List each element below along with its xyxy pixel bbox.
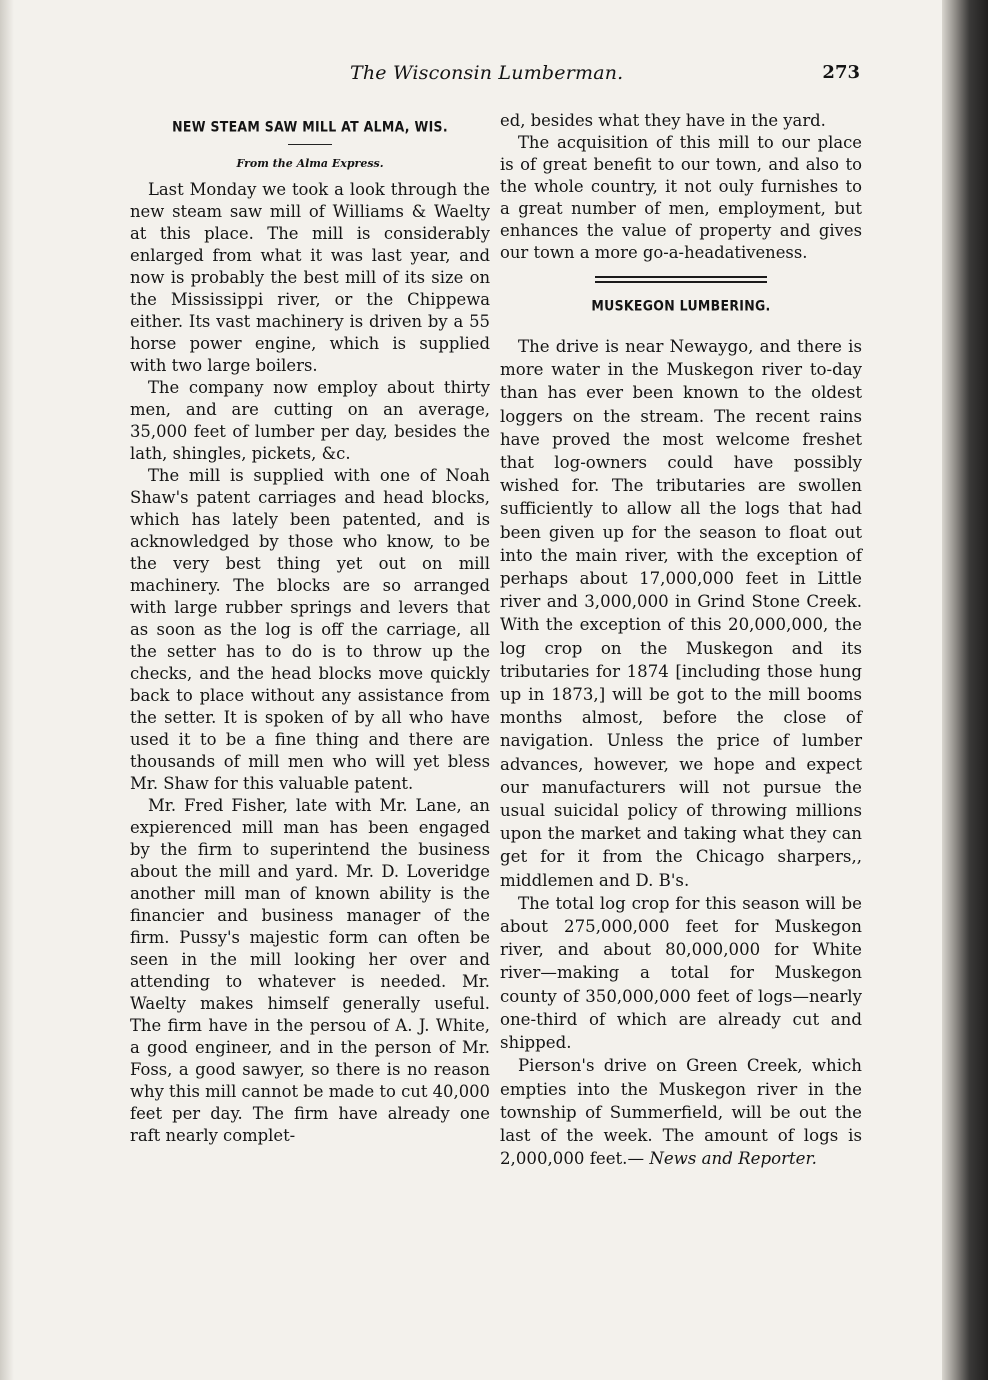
article-separator bbox=[595, 276, 767, 283]
left-column bbox=[130, 110, 490, 1147]
article1-paragraph-4: Mr. Fred Fisher, late with Mr. Lane, an expierenced mill man has been engaged by the firm to superintend the business about the mill and yard. Mr. D. Loveridge another mill man of known ability is the financier and business manager of the firm. Pussy's majestic form can often be seen in the mill looking her over and attending to whatever is needed. Mr. Waelty makes himself generally useful. The firm have in the persou of A. J. White, a good engineer, and in the person of Mr. Foss, a good sawyer, so there is no reason why this mill cannot be made to cut 40,000 feet per day. The firm have already one raft nearly complet- bbox=[130, 796, 490, 1145]
article1-source: From the Alma Express. bbox=[236, 157, 384, 170]
article2-body bbox=[500, 335, 862, 1170]
article1-headline: NEW STEAM SAW MILL AT ALMA, WIS. bbox=[172, 117, 448, 136]
article1-continuation-1: ed, besides what they have in the yard. bbox=[500, 111, 826, 130]
page-header bbox=[130, 62, 860, 92]
article1-paragraph-3: The mill is supplied with one of Noah Shaw's patent carriages and head blocks, which has lately been patented, and is acknowledged by those who know, to be the very best thing yet out on mill machinery. The blocks are so arranged with large rubber springs and levers that as soon as the log is off the carriage, all the setter has to do is to throw up the checks, and the head blocks move quickly back to place without any assistance from the setter. It is spoken of by all who have used it to be a fine thing and there are thousands of mill men who will yet bless Mr. Shaw for this valuable patent. bbox=[130, 466, 490, 793]
right-column bbox=[500, 110, 862, 1170]
article2-paragraph-3-text: Pierson's drive on Green Creek, which empties into the Muskegon river in the township of Summerfield, will be out the last of the week. The amount of logs is 2,000,000 feet.— bbox=[500, 1056, 862, 1169]
article2-headline: MUSKEGON LUMBERING. bbox=[591, 296, 771, 315]
article1-paragraph-2: The company now employ about thirty men, and are cutting on an average, 35,000 feet of lumber per day, besides the lath, shingles, pickets, &c. bbox=[130, 378, 490, 463]
headline-rule bbox=[288, 144, 332, 145]
page-binding-edge bbox=[942, 0, 988, 1380]
article1-continuation-2: The acquisition of this mill to our place is of great benefit to our town, and also to the whole country, it not ouly furnishes to a great number of men, employment, but enhances the value of property and gives our town a more go-a-headativeness. bbox=[500, 133, 862, 262]
running-title: The Wisconsin Lumberman. bbox=[350, 62, 624, 84]
article2-paragraph-1: The drive is near Newaygo, and there is more water in the Muskegon river to-day than has ever been known to the oldest loggers on the stream. The recent rains have proved the most welcome freshet that log-owners could have possibly wished for. The tributaries are swollen sufficiently to allow all the logs that had been given up for the season to float out into the main river, with the exception of perhaps about 17,000,000 feet in Little river and 3,000,000 in Grind Stone Creek. With the exception of this 20,000,000, the log crop on the Muskegon and its tributaries for 1874 [including those hung up in 1873,] will be got to the mill booms months almost, before the close of navigation. Unless the price of lumber advances, however, we hope and expect our manufacturers will not pursue the usual suicidal policy of throwing millions upon the market and taking what they can get for it from the Chicago sharpers,, middlemen and D. B's. bbox=[500, 337, 862, 890]
article2-paragraph-3 bbox=[500, 1054, 862, 1170]
article2-paragraph-2: The total log crop for this season will be about 275,000,000 feet for Muskegon river, and about 80,000,000 for White river—making a total for Muskegon county of 350,000,000 feet of logs—nearly one-third of which are already cut and shipped. bbox=[500, 893, 862, 1053]
article2-signoff: News and Reporter. bbox=[649, 1149, 817, 1169]
page-number: 273 bbox=[822, 62, 860, 83]
article1-paragraph-1: Last Monday we took a look through the new steam saw mill of Williams & Waelty at this place. The mill is considerably enlarged from what it was last year, and now is probably the best mill of its size on the Mississippi river, or the Chippewa either. Its vast machinery is driven by a 55 horse power engine, which is supplied with two large boilers. bbox=[130, 180, 490, 375]
page-shadow-left bbox=[0, 0, 14, 1380]
